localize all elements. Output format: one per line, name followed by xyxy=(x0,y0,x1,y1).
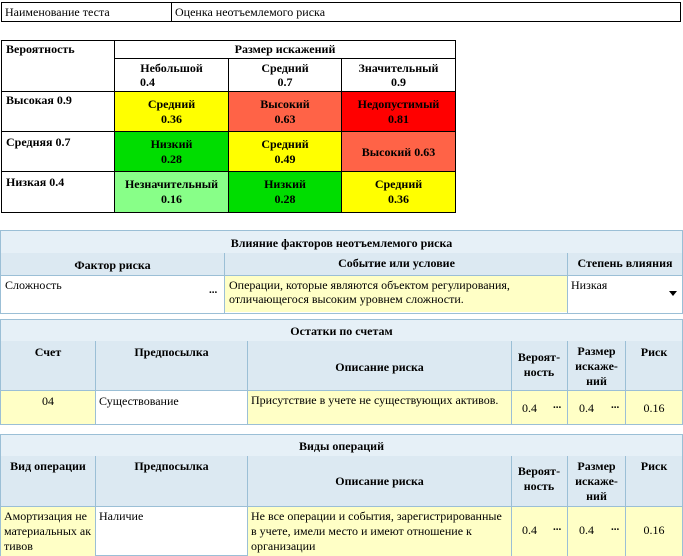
size-col-small-label: Небольшой xyxy=(140,61,203,75)
risk-cell-label: Средний xyxy=(261,137,309,151)
factor-value-field[interactable] xyxy=(2,276,223,312)
op-description-col-header: Описание риска xyxy=(335,474,424,488)
operations-title: Виды операций xyxy=(1,435,682,456)
risk-col-header: Риск xyxy=(640,345,668,359)
size-col-small xyxy=(114,58,229,92)
risk-cell-low-medium xyxy=(228,171,342,213)
risk-cell-medium-large xyxy=(341,131,456,172)
degree-value: Низкая xyxy=(571,278,608,292)
factor-more-button[interactable]: ... xyxy=(209,284,218,296)
risk-cell-value: 0.28 xyxy=(274,192,296,206)
op-description-value[interactable]: Не все операции и события, зарегистрированные в учете, имели место и имеют отношение к организации xyxy=(248,507,511,556)
size-col-medium-value: 0.7 xyxy=(277,75,293,89)
risk-cell-value: 0.81 xyxy=(388,112,409,126)
size-col-header: Размер искаже-ний xyxy=(575,344,618,388)
op-size-value: 0.4 xyxy=(579,523,594,537)
probability-header: Вероятность xyxy=(1,40,115,92)
risk-cell-low-large xyxy=(341,171,456,213)
risk-cell-value: 0.63 xyxy=(274,112,296,126)
probability-col-header: Вероят-ность xyxy=(517,350,561,379)
risk-cell-value: 0.36 xyxy=(388,192,409,206)
accounts-title: Остатки по счетам xyxy=(1,320,682,341)
test-name-label-cell xyxy=(1,2,172,22)
account-value[interactable]: 04 xyxy=(1,391,95,424)
degree-col-header: Степень влияния xyxy=(577,256,673,270)
test-name-value-cell xyxy=(171,2,681,22)
prob-row-high: Высокая 0.9 xyxy=(1,91,115,132)
op-risk-value: 0.16 xyxy=(626,507,682,556)
risk-cell-label: Низкий xyxy=(264,177,306,191)
size-col-medium-label: Средний xyxy=(261,61,309,75)
risk-cell-value: 0.28 xyxy=(161,152,182,166)
op-probability-col-header: Вероят-ность xyxy=(517,464,561,493)
chevron-down-icon[interactable] xyxy=(669,291,677,296)
risk-cell-medium-small xyxy=(114,131,229,172)
op-size-field[interactable] xyxy=(568,507,625,556)
size-col-large-label: Значительный xyxy=(358,61,439,75)
op-probability-value: 0.4 xyxy=(522,523,537,537)
description-col-header: Описание риска xyxy=(335,360,424,374)
risk-cell-value: 0.36 xyxy=(161,112,182,126)
size-col-large-value: 0.9 xyxy=(391,75,406,89)
op-size-col-header: Размер искаже-ний xyxy=(575,459,618,503)
premise-col-header: Предпосылка xyxy=(134,345,209,359)
event-value-field[interactable]: Операции, которые являются объектом регулирования, отличающегося высоким уровнем сложности. xyxy=(225,276,567,312)
description-value[interactable]: Присутствие в учете не существующих активов. xyxy=(248,391,511,424)
size-value: 0.4 xyxy=(579,401,594,415)
op-size-more-button[interactable]: ... xyxy=(611,521,620,533)
size-col-large xyxy=(341,58,456,92)
risk-cell-high-small xyxy=(114,91,229,132)
test-name-value: Оценка неотъемлемого риска xyxy=(175,5,326,19)
risk-cell-label: Низкий xyxy=(150,137,193,151)
operation-type-col-header: Вид операции xyxy=(10,459,86,473)
account-col-header: Счет xyxy=(34,345,62,359)
risk-cell-label: Средний xyxy=(374,177,423,191)
op-risk-col-header: Риск xyxy=(640,459,668,473)
risk-cell-label: Незначительный xyxy=(124,177,219,191)
risk-cell-high-medium xyxy=(228,91,342,132)
risk-cell-low-small xyxy=(114,171,229,213)
op-probability-field[interactable] xyxy=(512,507,567,556)
probability-field[interactable] xyxy=(512,391,567,424)
risk-cell-high-large xyxy=(341,91,456,132)
op-premise-col-header: Предпосылка xyxy=(134,459,209,473)
prob-row-low: Низкая 0.4 xyxy=(1,171,115,213)
risk-cell-value: 0.16 xyxy=(161,192,182,206)
size-field[interactable] xyxy=(568,391,625,424)
size-col-medium xyxy=(228,58,342,92)
probability-more-button[interactable]: ... xyxy=(553,399,562,411)
op-probability-more-button[interactable]: ... xyxy=(553,521,562,533)
prob-row-medium: Средняя 0.7 xyxy=(1,131,115,172)
operation-type-value[interactable]: Амортизация нематериальных активов xyxy=(1,507,95,556)
factor-value: Сложность xyxy=(5,278,62,292)
risk-cell-label: Средний xyxy=(147,97,196,111)
risk-cell-label: Высокий 0.63 xyxy=(361,145,436,159)
premise-value[interactable]: Существование xyxy=(99,394,179,408)
risk-cell-value: 0.49 xyxy=(274,152,296,166)
factors-title: Влияние факторов неотъемлемого риска xyxy=(1,231,682,253)
risk-cell-medium-medium xyxy=(228,131,342,172)
event-col-header: Событие или условие xyxy=(338,256,455,270)
size-header: Размер искажений xyxy=(114,40,456,59)
op-premise-value[interactable]: Наличие xyxy=(99,509,144,523)
factor-col-header: Фактор риска xyxy=(74,258,151,272)
test-name-label: Наименование теста xyxy=(5,5,110,19)
risk-cell-label: Высокий xyxy=(260,97,310,111)
size-more-button[interactable]: ... xyxy=(611,399,620,411)
risk-cell-label: Недопустимый xyxy=(357,97,440,111)
probability-value: 0.4 xyxy=(522,401,537,415)
risk-value: 0.16 xyxy=(626,391,682,424)
degree-select[interactable] xyxy=(568,276,681,312)
size-col-small-value: 0.4 xyxy=(140,75,155,89)
